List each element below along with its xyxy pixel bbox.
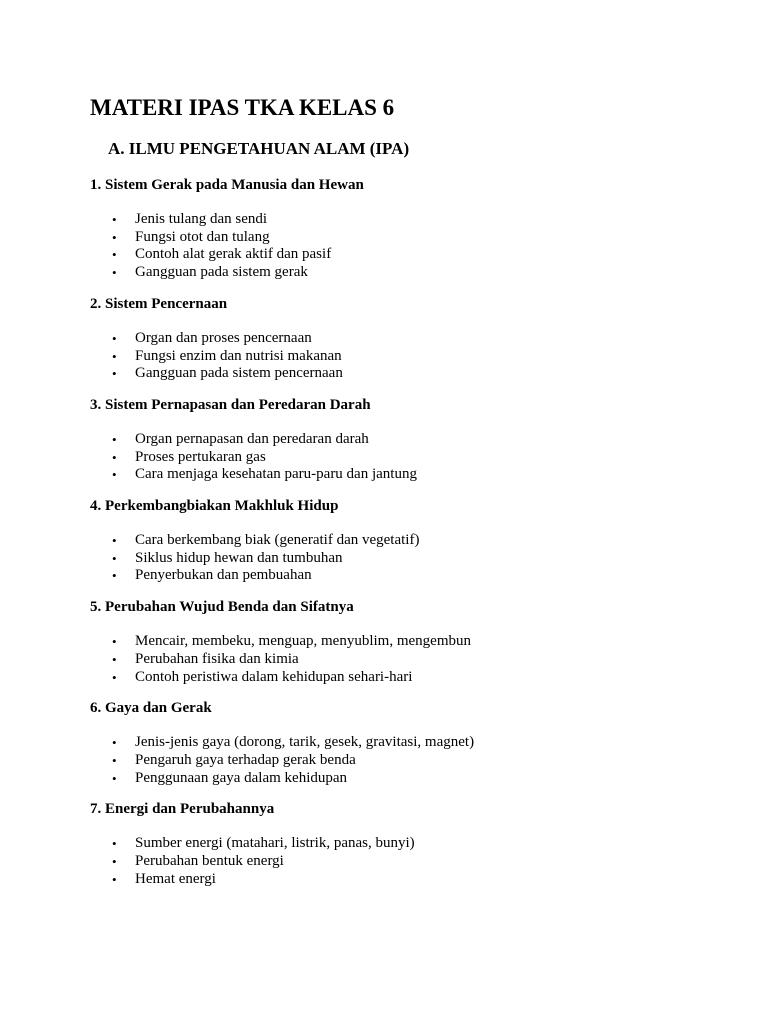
topic-bullet-list — [90, 835, 710, 888]
topic-section — [90, 597, 710, 686]
bullet-icon: • — [112, 348, 117, 364]
list-item-text: Cara berkembang biak (generatif dan vegetatif) — [135, 532, 420, 549]
topic-title: 1. Sistem Gerak pada Manusia dan Hewan — [90, 177, 364, 193]
section-heading: A. ILMU PENGETAHUAN ALAM (IPA) — [108, 139, 410, 158]
topic-title: 5. Perubahan Wujud Benda dan Sifatnya — [90, 599, 354, 616]
list-item-text: Cara menjaga kesehatan paru-paru dan jantung — [135, 466, 417, 483]
topic-section — [90, 799, 710, 888]
list-item — [90, 853, 710, 871]
list-item — [90, 449, 710, 467]
bullet-icon: • — [112, 467, 117, 483]
list-item — [90, 871, 710, 889]
list-item — [90, 770, 710, 788]
topic-bullet-list — [90, 431, 710, 484]
topic-title: 2. Sistem Pencernaan — [90, 295, 228, 312]
list-item — [90, 550, 710, 568]
list-item-text: Contoh peristiwa dalam kehidupan sehari-hari — [135, 668, 413, 685]
list-item-text: Siklus hidup hewan dan tumbuhan — [135, 549, 343, 566]
topic-section — [90, 175, 710, 282]
list-item — [90, 651, 710, 669]
list-item — [90, 633, 710, 651]
list-item-text: Perubahan fisika dan kimia — [135, 650, 299, 667]
list-item-text: Organ dan proses pencernaan — [135, 329, 312, 346]
list-item-text: Perubahan bentuk energi — [135, 853, 284, 870]
list-item-text: Mencair, membeku, menguap, menyublim, mengembun — [135, 633, 471, 650]
topic-title: 6. Gaya dan Gerak — [90, 700, 212, 717]
topic-bullet-list — [90, 532, 710, 585]
bullet-icon: • — [112, 770, 117, 786]
list-item-text: Gangguan pada sistem pencernaan — [135, 365, 343, 382]
list-item — [90, 246, 710, 264]
topic-bullet-list — [90, 633, 710, 686]
bullet-icon: • — [112, 871, 117, 887]
bullet-icon: • — [112, 533, 117, 549]
list-item — [90, 532, 710, 550]
list-item-text: Fungsi enzim dan nutrisi makanan — [135, 347, 342, 364]
bullet-icon: • — [112, 229, 117, 245]
list-item-text: Jenis-jenis gaya (dorong, tarik, gesek, gravitasi, magnet) — [135, 734, 475, 751]
list-item-text: Pengaruh gaya terhadap gerak benda — [135, 751, 356, 768]
list-item — [90, 466, 710, 484]
bullet-icon: • — [112, 265, 117, 281]
list-item-text: Hemat energi — [135, 870, 216, 887]
list-item — [90, 669, 710, 687]
bullet-icon: • — [112, 669, 117, 685]
document-page — [90, 93, 710, 888]
list-item-text: Proses pertukaran gas — [135, 448, 266, 465]
list-item — [90, 835, 710, 853]
topic-bullet-list — [90, 734, 710, 787]
bullet-icon: • — [112, 550, 117, 566]
bullet-icon: • — [112, 330, 117, 346]
bullet-icon: • — [112, 735, 117, 751]
bullet-icon: • — [112, 752, 117, 768]
list-item — [90, 734, 710, 752]
bullet-icon: • — [112, 366, 117, 382]
list-item-text: Jenis tulang dan sendi — [135, 211, 268, 227]
topic-section — [90, 698, 710, 787]
topic-bullet-list — [90, 211, 710, 282]
list-item — [90, 348, 710, 366]
list-item — [90, 211, 710, 229]
bullet-icon: • — [112, 651, 117, 667]
document-title: MATERI IPAS TKA KELAS 6 — [90, 95, 395, 120]
list-item — [90, 264, 710, 282]
list-item-text: Penyerbukan dan pembuahan — [135, 567, 312, 584]
list-item — [90, 229, 710, 247]
list-item-text: Contoh alat gerak aktif dan pasif — [135, 246, 332, 263]
bullet-icon: • — [112, 568, 117, 584]
topic-section — [90, 496, 710, 585]
list-item-text: Organ pernapasan dan peredaran darah — [135, 430, 369, 447]
bullet-icon: • — [112, 836, 117, 852]
list-item — [90, 752, 710, 770]
bullet-icon: • — [112, 854, 117, 870]
list-item — [90, 365, 710, 383]
topic-section — [90, 395, 710, 484]
bullet-icon: • — [112, 634, 117, 650]
bullet-icon: • — [112, 431, 117, 447]
topic-title: 3. Sistem Pernapasan dan Peredaran Darah — [90, 396, 371, 413]
topic-title: 4. Perkembangbiakan Makhluk Hidup — [90, 498, 339, 515]
list-item-text: Penggunaan gaya dalam kehidupan — [135, 769, 348, 786]
topic-section — [90, 294, 710, 383]
topic-bullet-list — [90, 330, 710, 383]
list-item-text: Gangguan pada sistem gerak — [135, 264, 308, 281]
list-item — [90, 431, 710, 449]
bullet-icon: • — [112, 247, 117, 263]
list-item-text: Fungsi otot dan tulang — [135, 228, 270, 245]
topic-title: 7. Energi dan Perubahannya — [90, 801, 275, 818]
topic-list-container — [90, 175, 710, 888]
bullet-icon: • — [112, 212, 117, 227]
bullet-icon: • — [112, 449, 117, 465]
list-item-text: Sumber energi (matahari, listrik, panas, bunyi) — [135, 835, 415, 852]
list-item — [90, 567, 710, 585]
list-item — [90, 330, 710, 348]
